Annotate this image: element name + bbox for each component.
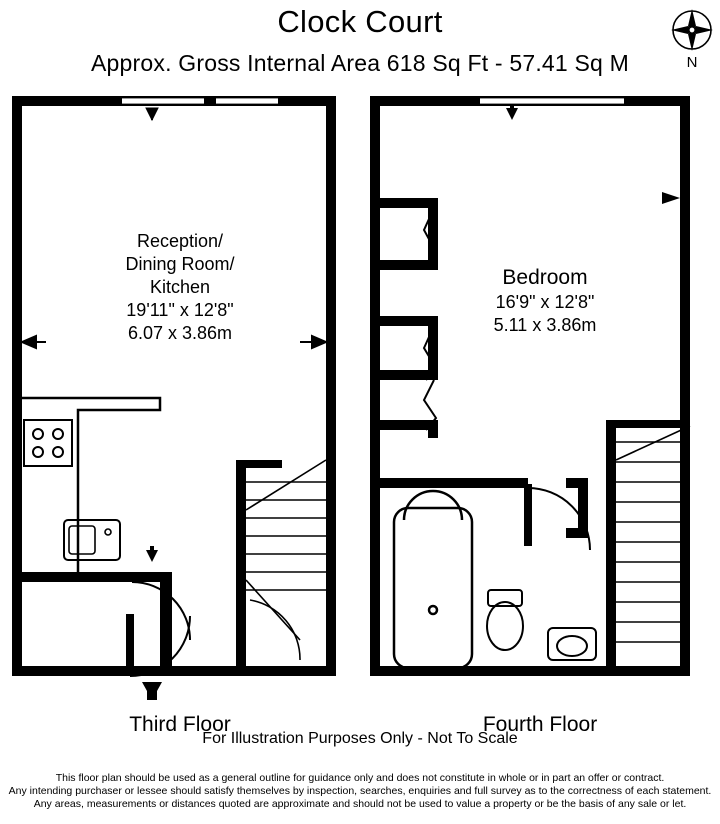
room-label-bedroom: Bedroom 16'9" x 12'8" 5.11 x 3.86m: [493, 266, 597, 335]
page-title: Clock Court: [277, 4, 443, 39]
fourth-floor-label: Fourth Floor: [482, 713, 598, 736]
illustration-note: For Illustration Purposes Only - Not To Scale: [202, 730, 518, 747]
disclaimer-line-2: Any intending purchaser or lessee should satisfy themselves by inspection, searches, enquiries and full survey as to the correctness of each statement.: [8, 785, 712, 797]
room-label-reception-dining-kitchen: Reception/ Dining Room/ Kitchen 19'11" x 12'8" 6.07 x 3.86m: [125, 231, 235, 343]
third-floor-label: Third Floor: [129, 713, 231, 736]
disclaimer-line-1: This floor plan should be used as a general outline for guidance only and does not constitute in whole or in part an offer or contract.: [55, 772, 665, 784]
third-floor-plan: [0, 80, 360, 780]
disclaimer: [0, 772, 720, 811]
area-summary: Approx. Gross Internal Area 618 Sq Ft - 57.41 Sq M: [91, 50, 629, 76]
compass-north-label: N: [686, 54, 698, 71]
compass-rose-icon: [666, 6, 718, 74]
fourth-floor-plan: [360, 80, 720, 780]
disclaimer-line-3: Any areas, measurements or distances quoted are approximate and should not be used to value a property or be the basis of any sale or let.: [33, 798, 687, 810]
